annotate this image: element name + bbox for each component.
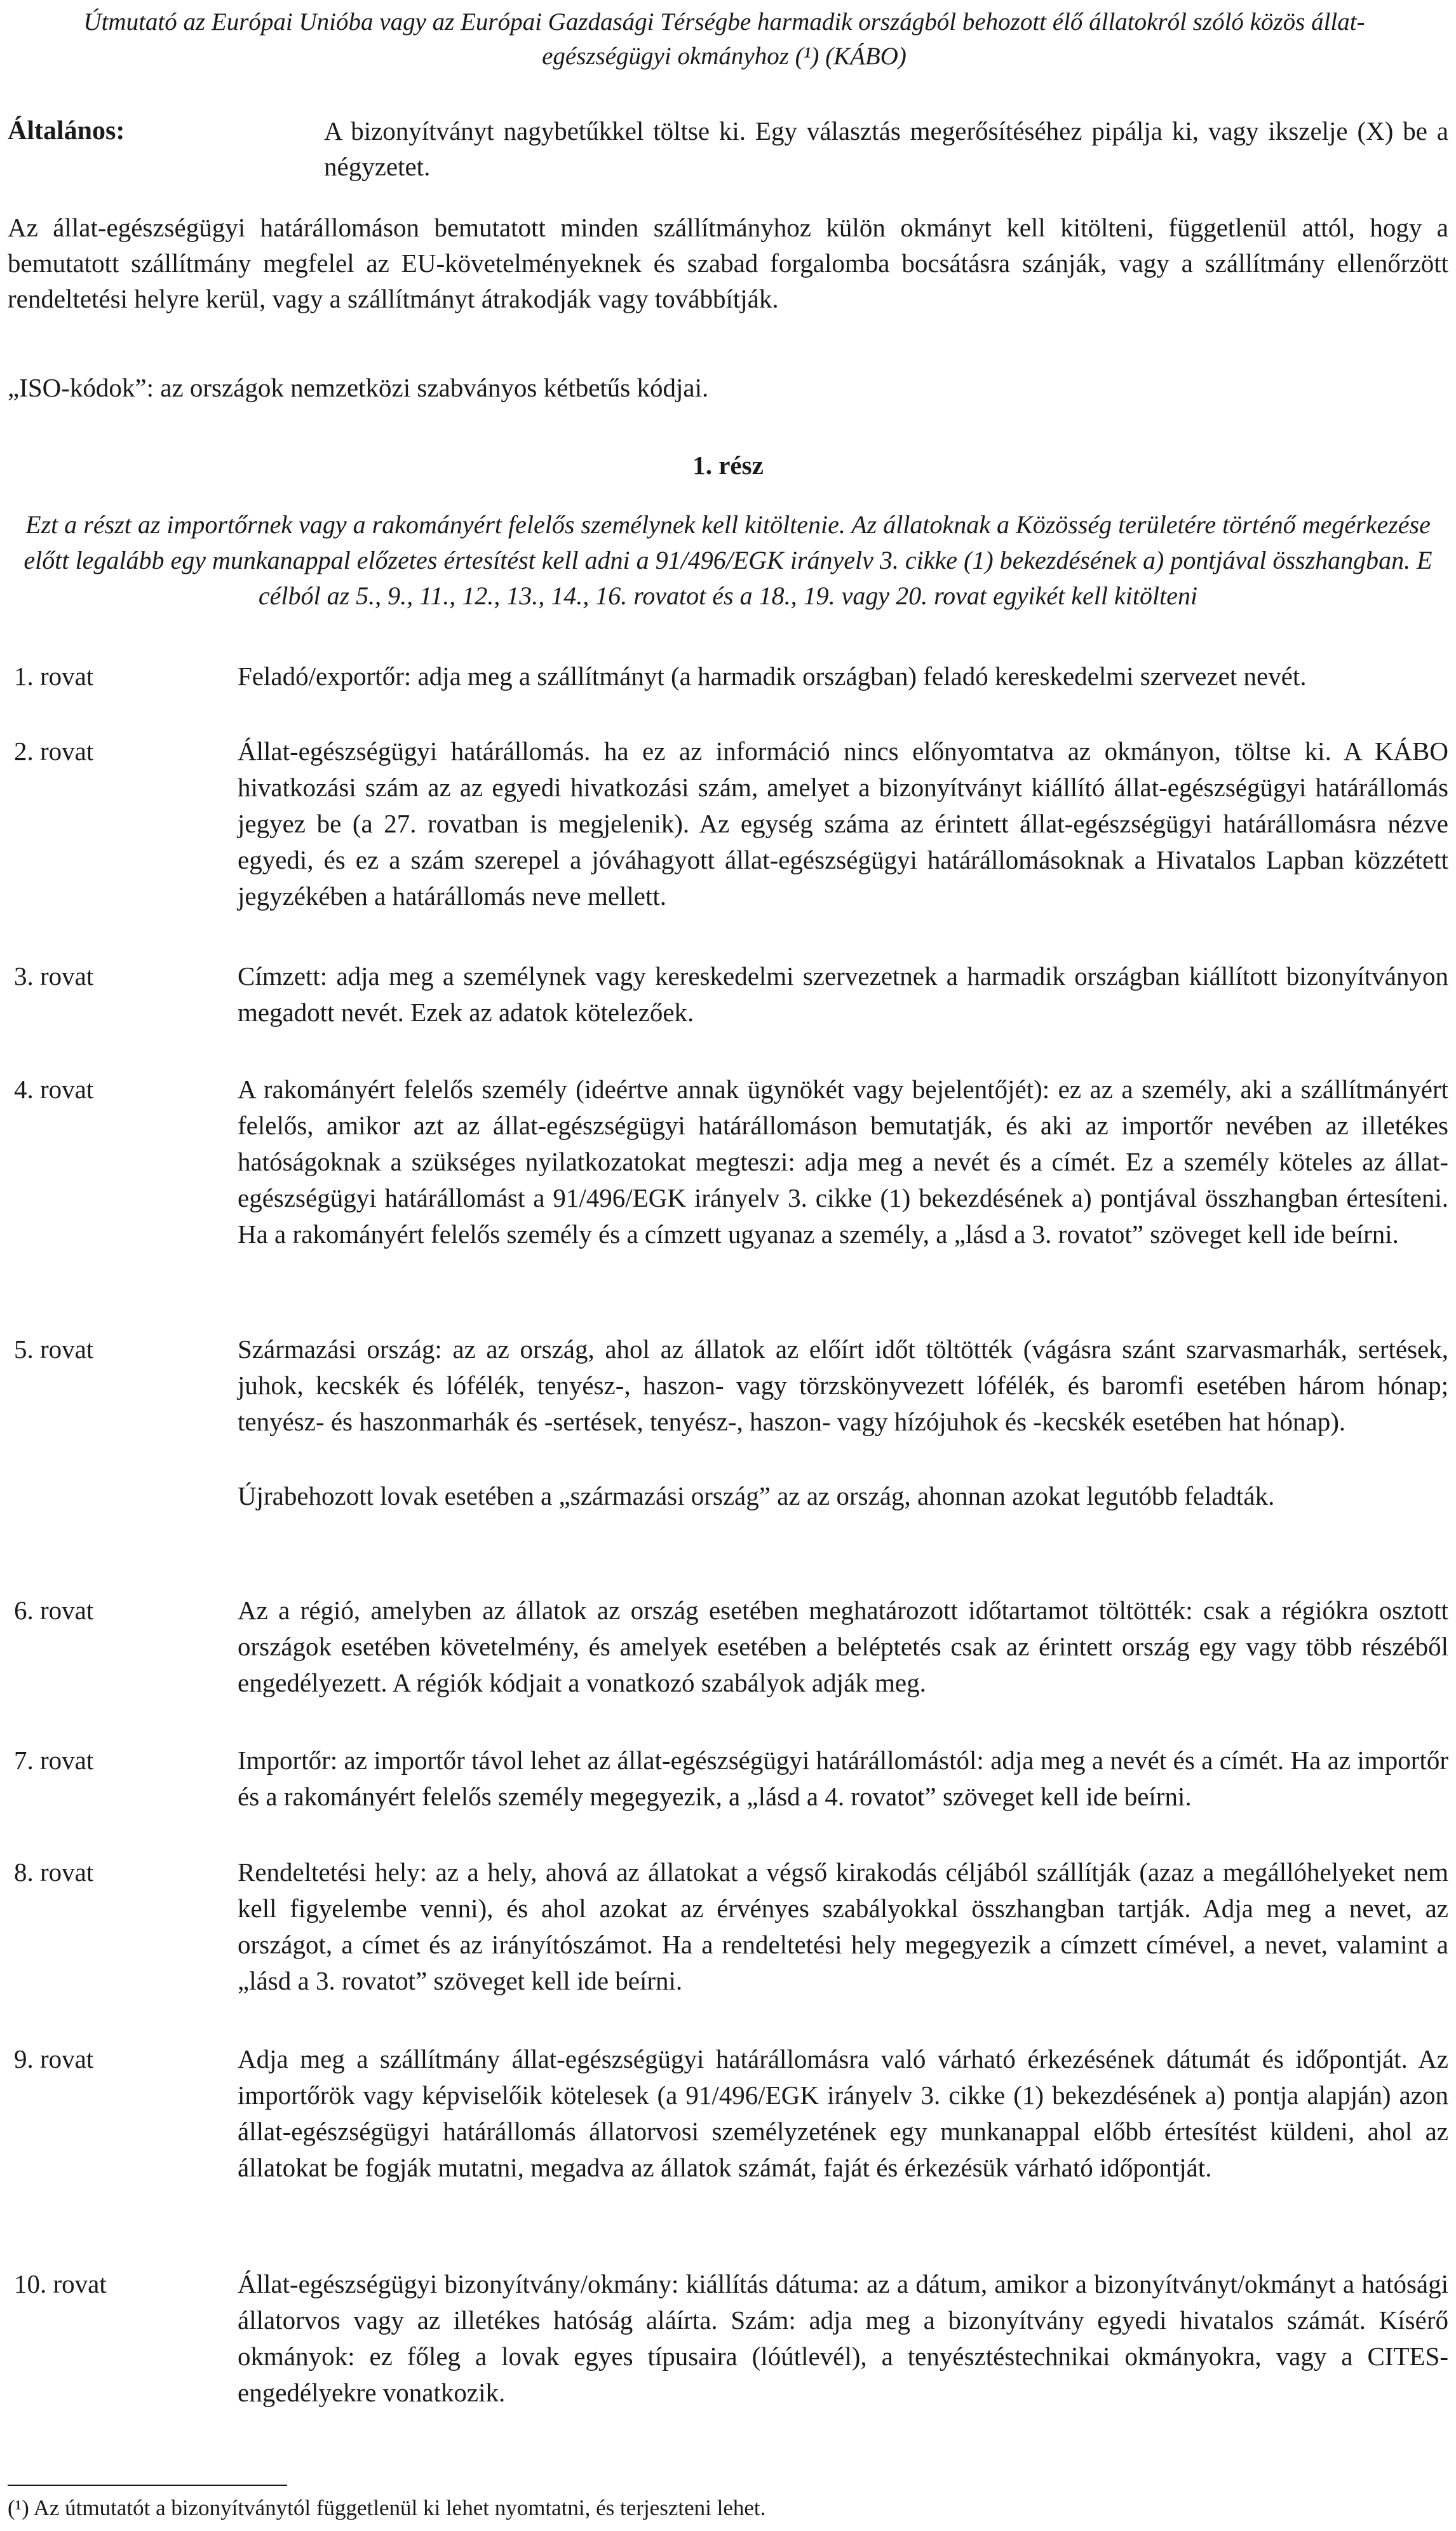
section-intro: Ezt a részt az importőrnek vagy a rakományért felelős személynek kell kitöltenie. Az állatoknak a Közösség területére történő megérkezése előtt legalább egy munkanappal előzetes értesítést kell adni a 91/496/EGK irányelv 3. cikke (1) bekezdésének a) pontjával összhangban. E célból az 5., 9., 11., 12., 13., 14., 16. rovatot és a 18., 19. vagy 20. rovat egyikét kell kitölteni bbox=[24, 510, 1432, 610]
row-text bbox=[238, 2041, 1448, 2186]
row-text bbox=[238, 2266, 1448, 2411]
row-paragraph: Állat-egészségügyi határállomás. ha ez az információ nincs előnyomtatva az okmányon, töltse ki. A KÁBO hivatkozási szám az az egyedi hivatkozási szám, amelyet a bizonyítványt kiállító állat-egészségügyi határállomás jegyez be (a 27. rovatban is megjelenik). Az egység száma az érintett állat-egészségügyi határállomásra nézve egyedi, és ez a szám szerepel a jóváhagyott állat-egészségügyi határállomásoknak a Hivatalos Lapban közzétett jegyzékében a határállomás neve mellett. bbox=[238, 736, 1448, 911]
row-label: 1. rovat bbox=[14, 662, 94, 691]
row-label: 2. rovat bbox=[14, 736, 94, 766]
footnote-divider bbox=[8, 2485, 287, 2486]
row-text bbox=[238, 1592, 1448, 1701]
row-text bbox=[238, 1331, 1448, 1514]
row-text bbox=[238, 733, 1448, 914]
row-text bbox=[238, 1742, 1448, 1815]
row-paragraph: A rakományért felelős személy (ideértve annak ügynökét vagy bejelentőjét): ez az a személy, aki a szállítmányért felelős, amikor azt az állat-egészségügyi határállomáson bemutatják, és aki az importőr nevében az illetékes hatóságoknak a szükséges nyilatkozatokat megteszi: adja meg a nevét és a címét. Ez a személy köteles az állat-egészségügyi határállomást a 91/496/EGK irányelv 3. cikke (1) bekezdésének a) pontjával összhangban értesíteni. Ha a rakományért felelős személy és a címzett ugyanaz a személy, a „lásd a 3. rovatot” szöveget kell ide beírni. bbox=[238, 1075, 1448, 1249]
general-label: Általános: bbox=[8, 116, 125, 146]
intro-paragraph: Az állat-egészségügyi határállomáson bemutatott minden szállítmányhoz külön okmányt kell kitölteni, függetlenül attól, hogy a bemutatott szállítmány megfelel az EU-követelményeknek és szabad forgalomba bocsátásra szánják, vagy a szállítmány ellenőrzött rendeltetési helyre kerül, vagy a szállítmányt átrakodják vagy továbbítják. bbox=[8, 213, 1448, 313]
section-heading: 1. rész bbox=[692, 451, 764, 480]
row-label: 5. rovat bbox=[14, 1334, 94, 1364]
document-title: Útmutató az Európai Unióba vagy az Európai Gazdasági Térségbe harmadik országból behozott élő állatokról szóló közös állat-egészségügyi okmányhoz (¹) (KÁBO) bbox=[83, 8, 1365, 70]
row-paragraph: Állat-egészségügyi bizonyítvány/okmány: kiállítás dátuma: az a dátum, amikor a bizonyítványt/okmányt a hatósági állatorvos vagy az illetékes hatóság aláírta. Szám: adja meg a bizonyítvány egyedi hivatalos számát. Kísérő okmányok: ez főleg a lovak egyes típusaira (lóútlevél), a tenyésztéstechnikai okmányokra, vagy a CITES-engedélyekre vonatkozik. bbox=[238, 2269, 1448, 2407]
row-label: 9. rovat bbox=[14, 2044, 94, 2073]
row-paragraph: Rendeltetési hely: az a hely, ahová az állatokat a végső kirakodás céljából szállítják (azaz a megállóhelyeket nem kell figyelembe venni), és ahol azokat az érvényes szabályokkal összhangban tartják. Adja meg a nevet, az országot, a címet és az irányítószámot. Ha a rendeltetési hely megegyezik a címzett címével, a nevet, valamint a „lásd a 3. rovatot” szöveget kell ide beírni. bbox=[238, 1857, 1448, 1995]
row-paragraph: Importőr: az importőr távol lehet az állat-egészségügyi határállomástól: adja meg a nevét és a címét. Ha az importőr és a rakományért felelős személy megegyezik, a „lásd a 4. rovatot” szöveget kell ide beírni. bbox=[238, 1746, 1448, 1811]
row-text bbox=[238, 958, 1448, 1031]
row-paragraph: Származási ország: az az ország, ahol az állatok az előírt időt töltötték (vágásra szánt szarvasmarhák, sertések, juhok, kecskék és lófélék, tenyész-, haszon- vagy törzskönyvezett lófélék, és baromfi esetében három hónap; tenyész- és haszonmarhák és -sertések, tenyész-, haszon- vagy hízójuhok és -kecskék esetében hat hónap). bbox=[238, 1334, 1448, 1436]
row-label: 8. rovat bbox=[14, 1857, 94, 1887]
row-paragraph: Újrabehozott lovak esetében a „származási ország” az az ország, ahonnan azokat legutóbb feladták. bbox=[238, 1481, 1275, 1510]
row-paragraph: Címzett: adja meg a személynek vagy kereskedelmi szervezetnek a harmadik országban kiállított bizonyítványon megadott nevét. Ezek az adatok kötelezőek. bbox=[238, 961, 1448, 1027]
row-text bbox=[238, 1071, 1448, 1252]
row-text bbox=[238, 1854, 1448, 1999]
row-paragraph: Feladó/exportőr: adja meg a szállítmányt (a harmadik országban) feladó kereskedelmi szervezet nevét. bbox=[238, 662, 1307, 691]
iso-codes-paragraph: „ISO-kódok”: az országok nemzetközi szabványos kétbetűs kódjai. bbox=[8, 373, 709, 402]
row-paragraph: Adja meg a szállítmány állat-egészségügyi határállomásra való várható érkezésének dátumát és időpontját. Az importőrök vagy képviselőik kötelesek (a 91/496/EGK irányelv 3. cikke (1) bekezdésének a) pontja alapján) azon állat-egészségügyi határállomás állatorvosi személyzetének egy munkanappal előbb értesítést küldeni, ahol az állatokat be fogják mutatni, megadva az állatok számát, faját és érkezésük várható időpontját. bbox=[238, 2044, 1448, 2182]
row-paragraph: Az a régió, amelyben az állatok az ország esetében meghatározott időtartamot töltötték: csak a régiókra osztott országok esetében követelmény, és amelyek esetében a beléptetés csak az érintett ország egy vagy több részéből engedélyezett. A régiók kódjait a vonatkozó szabályok adják meg. bbox=[238, 1596, 1448, 1697]
row-label: 6. rovat bbox=[14, 1596, 94, 1625]
row-label: 3. rovat bbox=[14, 961, 94, 991]
footnote: (¹) Az útmutatót a bizonyítványtól függetlenül ki lehet nyomtatni, és terjeszteni lehet. bbox=[8, 2495, 766, 2520]
row-text bbox=[238, 658, 1448, 695]
row-label: 7. rovat bbox=[14, 1746, 94, 1775]
row-label: 4. rovat bbox=[14, 1075, 94, 1104]
row-label: 10. rovat bbox=[14, 2269, 107, 2298]
general-text: A bizonyítványt nagybetűkkel töltse ki. Egy választás megerősítéséhez pipálja ki, vagy ikszelje (X) be a négyzetet. bbox=[324, 116, 1448, 181]
